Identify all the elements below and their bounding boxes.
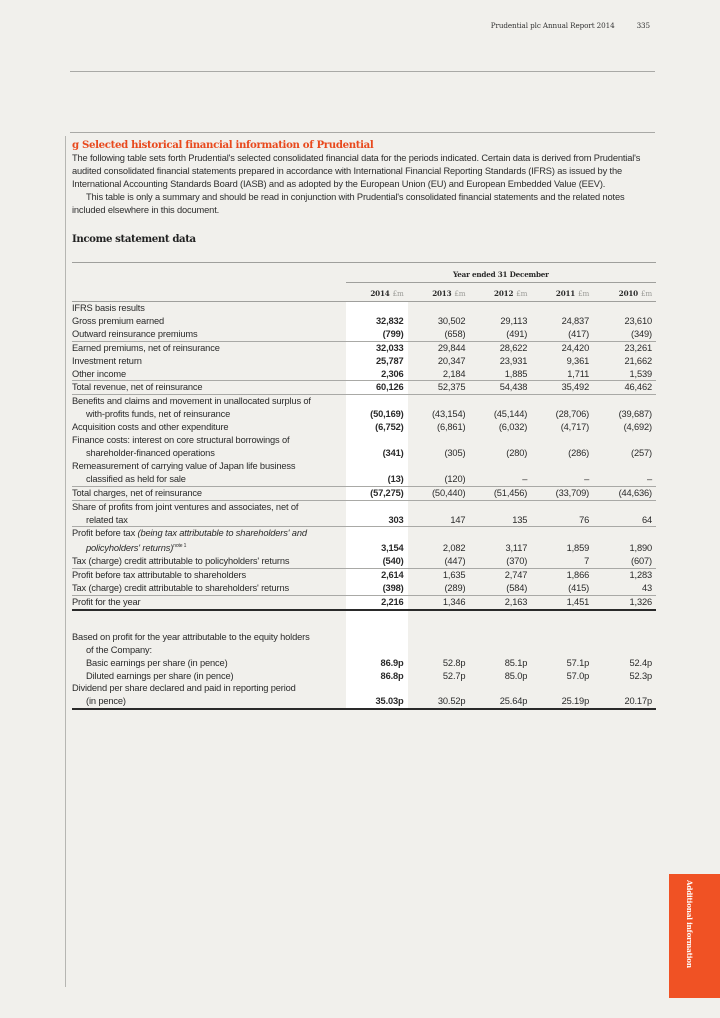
cell-2010: 23,610: [624, 315, 652, 326]
row-label: shareholder-financed operations: [86, 447, 215, 458]
cell-2013: 52.7p: [442, 670, 466, 681]
cell-2010: (4,692): [623, 422, 652, 433]
row-label: of the Company:: [86, 644, 152, 655]
row-label: Diluted earnings per share (in pence): [86, 670, 234, 681]
cell-2012: 25.64p: [469, 695, 531, 709]
table-row: [72, 434, 656, 447]
cell-2010: (44,636): [593, 486, 656, 500]
table-row: [72, 328, 656, 341]
table-row: [72, 395, 656, 408]
table-row: [72, 381, 656, 395]
cell-2014: 2,216: [346, 595, 408, 609]
row-label: Acquisition costs and other expenditure: [72, 422, 229, 433]
row-label: (in pence): [72, 695, 346, 709]
table-row: [72, 569, 656, 582]
spacer-row: [72, 610, 656, 631]
cell-2013: 1,635: [408, 569, 470, 582]
cell-2011: 1,859: [566, 543, 590, 554]
cell-2013: 20,347: [437, 355, 466, 366]
cell-2013: (447): [444, 556, 466, 567]
cell-2010: 64: [641, 514, 652, 525]
table-row: [72, 527, 656, 540]
cell-2014: (57,275): [346, 486, 408, 500]
cell-2012: (280): [506, 447, 528, 458]
cell-2014: 25,787: [346, 355, 408, 368]
cell-2012: 29,113: [500, 315, 528, 326]
cell-2013: 1,346: [408, 595, 470, 609]
table-row: [72, 473, 656, 486]
row-label: Remeasurement of carrying value of Japan life business: [72, 460, 296, 471]
table-row: [72, 408, 656, 421]
section-divider: [70, 132, 655, 133]
table-title: Income statement data: [72, 232, 196, 245]
cell-2014: (50,169): [346, 408, 408, 421]
table-row: [72, 486, 656, 500]
cell-2012: (51,456): [469, 486, 531, 500]
cell-2012: 54,438: [469, 381, 531, 395]
cell-2010: (257): [631, 447, 652, 458]
cell-2012: (45,144): [493, 409, 528, 420]
cell-2013: (6,861): [437, 422, 466, 433]
cell-2013: (305): [444, 447, 466, 458]
table-header-row: [72, 263, 656, 283]
cell-2010: 1,539: [629, 368, 652, 379]
running-header: [491, 21, 650, 30]
table-row: [72, 657, 656, 670]
table-row: [72, 631, 656, 644]
row-label: related tax: [86, 514, 128, 525]
cell-2011: –: [584, 473, 590, 484]
column-header-2014: 2014 £m: [346, 283, 408, 302]
cell-2013: 30,502: [437, 315, 466, 326]
table-row: [72, 421, 656, 434]
cell-2014: (6,752): [346, 421, 408, 434]
row-label: Outward reinsurance premiums: [72, 328, 198, 339]
section-tab-label: Additional information: [685, 880, 694, 968]
cell-2014: 2,614: [346, 569, 408, 582]
table-row: [72, 500, 656, 513]
cell-2014: (341): [346, 447, 408, 460]
cell-2010: (39,687): [618, 409, 652, 420]
cell-2014: 35.03p: [346, 695, 408, 709]
cell-2014: (398): [346, 582, 408, 595]
cell-2012: 135: [512, 514, 528, 525]
cell-2010: 43: [641, 583, 652, 594]
cell-2012: 2,747: [469, 569, 531, 582]
cell-2010: 21,662: [624, 355, 652, 366]
cell-2010: 20.17p: [593, 695, 656, 709]
years-header-row: [72, 283, 656, 302]
header-divider: [70, 71, 655, 72]
cell-2011: 57.1p: [566, 657, 590, 668]
row-label: classified as held for sale: [86, 473, 186, 484]
cell-2011: (28,706): [555, 409, 590, 420]
row-label: Basic earnings per share (in pence): [86, 657, 228, 668]
cell-2013: (43,154): [431, 409, 466, 420]
row-label: Gross premium earned: [72, 315, 165, 326]
row-label: Profit for the year: [72, 595, 346, 609]
table-row: [72, 447, 656, 460]
row-label: Investment return: [72, 355, 142, 366]
table-row: [72, 644, 656, 657]
table-row: [72, 302, 656, 315]
cell-2013: (289): [444, 583, 466, 594]
cell-2014: 60,126: [346, 381, 408, 395]
row-label: policyholders' returns)$^{note 1}$: [86, 543, 187, 554]
cell-2013: 52.8p: [442, 657, 466, 668]
page-number: 335: [636, 21, 650, 30]
section-title: g Selected historical financial information of Prudential: [72, 139, 374, 151]
cell-2012: –: [522, 473, 528, 484]
cell-2014: 303: [346, 514, 408, 527]
section-margin-line: [65, 136, 66, 987]
row-label: IFRS basis results: [72, 303, 145, 313]
table-row: [72, 595, 656, 609]
cell-2011: 1,451: [531, 595, 593, 609]
cell-2013: 2,184: [442, 368, 466, 379]
column-header-2011: 2011 £m: [531, 283, 593, 302]
row-label: Tax (charge) credit attributable to policyholders' returns: [72, 556, 290, 567]
row-label: Based on profit for the year attributable to the equity holders: [72, 631, 310, 642]
cell-2010: (349): [631, 328, 652, 339]
table-row: [72, 315, 656, 328]
column-header-2013: 2013 £m: [408, 283, 470, 302]
table-row: [72, 341, 656, 354]
cell-2012: (370): [506, 556, 528, 567]
publication-title: Prudential plc Annual Report 2014: [490, 21, 615, 30]
cell-2011: 57.0p: [566, 670, 590, 681]
cell-2012: (584): [506, 583, 528, 594]
cell-2013: 30.52p: [408, 695, 470, 709]
cell-2012: 23,931: [499, 355, 528, 366]
cell-2011: 76: [579, 514, 590, 525]
cell-2010: 52.4p: [629, 657, 652, 668]
cell-2011: (417): [568, 328, 590, 339]
cell-2014: 86.9p: [346, 657, 408, 670]
cell-2013: 147: [450, 514, 466, 525]
column-header-2012: 2012 £m: [469, 283, 531, 302]
row-label: Total revenue, net of reinsurance: [72, 381, 346, 395]
row-label: Dividend per share declared and paid in reporting period: [72, 683, 296, 694]
section-tab-additional-information[interactable]: [669, 874, 720, 998]
cell-2010: 52.3p: [629, 670, 652, 681]
cell-2013: 29,844: [408, 341, 470, 354]
cell-2012: 3,117: [505, 543, 528, 554]
row-label: Tax (charge) credit attributable to shareholders' returns: [72, 583, 289, 594]
row-label: Earned premiums, net of reinsurance: [72, 341, 346, 354]
cell-2011: 7: [584, 556, 590, 567]
cell-2011: 24,837: [561, 315, 590, 326]
cell-2011: 1,711: [567, 368, 590, 379]
row-label: Profit before tax (being tax attributable to shareholders' and: [72, 527, 346, 540]
cell-2012: (491): [506, 328, 528, 339]
row-label: with-profits funds, net of reinsurance: [86, 409, 231, 420]
cell-2014: 2,306: [346, 368, 408, 381]
footnote-reference: note 1: [173, 543, 187, 550]
cell-2012: 85.1p: [504, 657, 528, 668]
row-label: Finance costs: interest on core structural borrowings of: [72, 435, 290, 446]
cell-2014: (13): [346, 473, 408, 486]
table-row: [72, 540, 656, 555]
cell-2013: (120): [444, 473, 466, 484]
cell-2010: 1,890: [629, 543, 652, 554]
row-label: Share of profits from joint ventures and associates, net of: [72, 500, 346, 513]
row-label: Profit before tax attributable to shareholders: [72, 569, 346, 582]
cell-2011: 35,492: [531, 381, 593, 395]
cell-2013: 52,375: [408, 381, 470, 395]
cell-2014: 32,033: [346, 341, 408, 354]
cell-2011: 9,361: [566, 355, 590, 366]
cell-2012: 85.0p: [504, 670, 528, 681]
table-row: [72, 695, 656, 709]
table-row: [72, 582, 656, 595]
column-header-2010: 2010 £m: [593, 283, 656, 302]
cell-2010: 1,326: [593, 595, 656, 609]
table-row: [72, 460, 656, 473]
table-row: [72, 514, 656, 527]
cell-2012: 2,163: [469, 595, 531, 609]
cell-2014: 32,832: [346, 315, 408, 328]
cell-2011: (286): [568, 447, 590, 458]
income-statement-table: [72, 262, 656, 710]
cell-2011: (33,709): [531, 486, 593, 500]
year-ended-header: Year ended 31 December: [346, 263, 656, 283]
intro-paragraph: This table is only a summary and should be read in conjunction with Prudential's consolidated financial statements and the related notes included elsewhere in this document.: [72, 191, 625, 215]
cell-2013: (658): [444, 328, 466, 339]
table-row: [72, 355, 656, 368]
cell-2014: 3,154: [346, 540, 408, 555]
cell-2012: 1,885: [504, 368, 528, 379]
cell-2013: 2,082: [442, 543, 466, 554]
intro-paragraph: The following table sets forth Prudential's selected consolidated financial data for the periods indicated. Certain data is derived from Prudential's audited consolidated financial statements prepared in accordance with International Financial Reporting Standards (IFRS) as issued by the International Accounting Standards Board (IASB) and as adopted by the European Union (EU) and European Embedded Value (EEV).: [72, 153, 641, 189]
cell-2014: 86.8p: [346, 670, 408, 683]
cell-2014: (540): [346, 555, 408, 568]
table-row: [72, 555, 656, 568]
cell-2012: 28,622: [469, 341, 531, 354]
cell-2012: (6,032): [498, 422, 528, 433]
cell-2010: –: [646, 473, 652, 484]
table-row: [72, 368, 656, 381]
cell-2011: 25.19p: [531, 695, 593, 709]
row-label: Total charges, net of reinsurance: [72, 486, 346, 500]
cell-2010: 23,261: [593, 341, 656, 354]
cell-2011: 1,866: [531, 569, 593, 582]
cell-2011: (4,717): [560, 422, 590, 433]
cell-2010: 1,283: [593, 569, 656, 582]
cell-2010: 46,462: [593, 381, 656, 395]
table-row: [72, 670, 656, 683]
row-label: Other income: [72, 368, 127, 379]
row-label: Benefits and claims and movement in unallocated surplus of: [72, 395, 346, 408]
section-intro: [72, 138, 656, 246]
table-row: [72, 682, 656, 695]
cell-2010: (607): [631, 556, 652, 567]
cell-2014: (799): [346, 328, 408, 341]
cell-2011: 24,420: [531, 341, 593, 354]
cell-2011: (415): [568, 583, 590, 594]
cell-2013: (50,440): [408, 486, 470, 500]
